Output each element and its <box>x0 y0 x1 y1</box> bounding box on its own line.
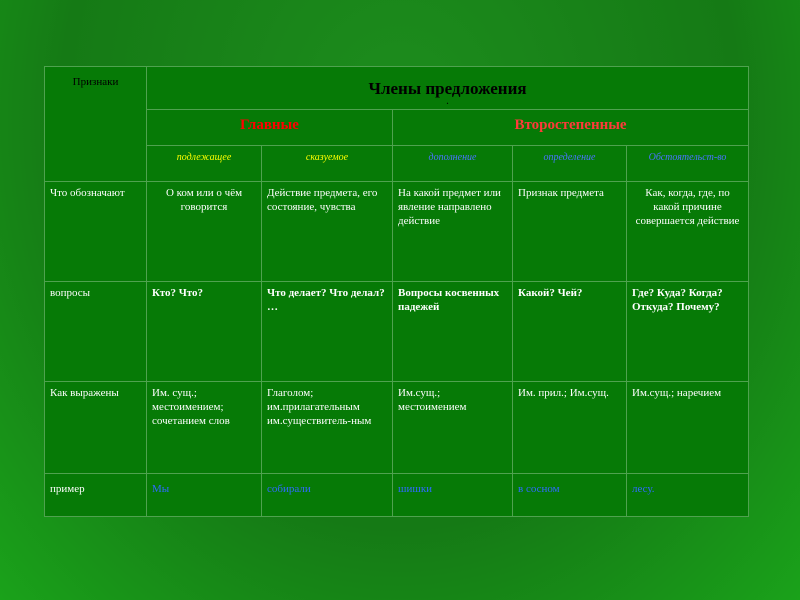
corner-label-cell <box>45 67 147 182</box>
table-cell: Им.сущ.; местоимением <box>393 382 513 474</box>
group-secondary <box>393 110 749 146</box>
table-cell: Вопросы косвенных падежей <box>393 282 513 382</box>
title-dot: . <box>446 97 449 106</box>
table-cell: На какой предмет или явление направлено действие <box>393 182 513 282</box>
row-label-meaning: Что обозначают <box>45 182 147 282</box>
table-cell: О ком или о чём говорится <box>147 182 262 282</box>
table-row <box>45 182 749 282</box>
subheader-attribute: определение <box>513 146 627 182</box>
example-cell: в сосном <box>513 474 627 517</box>
example-cell: собирали <box>262 474 393 517</box>
table-cell: Какой? Чей? <box>513 282 627 382</box>
group-main-label: Главные <box>240 117 299 133</box>
row-label-questions: вопросы <box>45 282 147 382</box>
table-row <box>45 474 749 517</box>
table-cell: Им.сущ.; наречием <box>627 382 749 474</box>
table-cell: Действие предмета, его состояние, чувства <box>262 182 393 282</box>
subheader-object: дополнение <box>393 146 513 182</box>
row-label-example: пример <box>45 474 147 517</box>
subheader-subject: подлежащее <box>147 146 262 182</box>
example-cell: лесу. <box>627 474 749 517</box>
example-cell: шишки <box>393 474 513 517</box>
row-label-expressed: Как выражены <box>45 382 147 474</box>
subheader-adverbial: Обстоятельст-во <box>627 146 749 182</box>
group-main <box>147 110 393 146</box>
table-cell: Как, когда, где, по какой причине совершается действие <box>627 182 749 282</box>
table-title: Члены предложения <box>368 79 527 98</box>
sentence-members-table <box>44 66 749 517</box>
table-row <box>45 382 749 474</box>
example-cell: Мы <box>147 474 262 517</box>
table-cell: Где? Куда? Когда? Откуда? Почему? <box>627 282 749 382</box>
corner-label: Признаки <box>72 76 119 88</box>
table-cell: Им. прил.; Им.сущ. <box>513 382 627 474</box>
table-cell: Кто? Что? <box>147 282 262 382</box>
table-cell: Им. сущ.; местоимением; сочетанием слов <box>147 382 262 474</box>
table-cell: Глаголом; им.прилагательным им.существитель-ным <box>262 382 393 474</box>
subheader-predicate: сказуемое <box>262 146 393 182</box>
table-row <box>45 282 749 382</box>
table-cell: Признак предмета <box>513 182 627 282</box>
group-secondary-label: Второстепенные <box>514 117 627 133</box>
table-cell: Что делает? Что делал? … <box>262 282 393 382</box>
table-title-cell <box>147 67 749 110</box>
